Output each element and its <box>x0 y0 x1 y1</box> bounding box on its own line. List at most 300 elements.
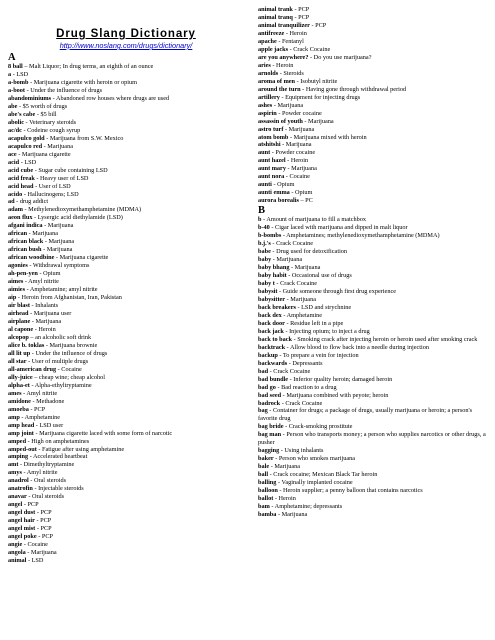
dictionary-entry <box>258 157 490 165</box>
entry-definition: - Opium <box>289 189 313 197</box>
entry-term: agonies <box>8 262 28 270</box>
entry-term: backup <box>258 351 278 359</box>
entry-term: angel hair <box>8 517 35 525</box>
dictionary-entry <box>8 493 244 501</box>
dictionary-entry <box>258 6 490 14</box>
dictionary-entry <box>8 350 244 358</box>
dictionary-entry <box>8 214 244 222</box>
entry-definition: - User of multiple drugs <box>26 357 89 365</box>
entry-definition: - Amyl nitrite <box>23 278 59 286</box>
entry-term: a-bomb <box>8 78 29 86</box>
dictionary-entry <box>258 181 490 189</box>
entry-term: are you anywhere? <box>258 53 309 61</box>
entry-definition: - PCP <box>35 525 52 533</box>
dictionary-entry <box>258 471 490 479</box>
entry-term: all-american drug <box>8 365 57 373</box>
dictionary-entry <box>258 118 490 126</box>
entry-term: aunt mary <box>258 165 286 173</box>
dictionary-entry <box>258 38 490 46</box>
entry-definition: - PCP <box>36 533 53 541</box>
dictionary-entry <box>258 495 490 503</box>
dictionary-entry <box>258 14 490 22</box>
entry-definition: - Under the influence of drugs <box>25 86 103 94</box>
entry-definition: – cheap wine; cheap alcohol <box>32 373 106 381</box>
entry-definition: - Accelerated heartbeat <box>28 453 88 461</box>
entry-definition: - Marijuana from S.W. Mexico <box>44 134 124 142</box>
dictionary-entry <box>8 175 244 183</box>
entry-definition: - Occasional use of drugs <box>286 272 352 279</box>
entry-definition: - Marijuana <box>280 141 312 149</box>
entry-term: aimes <box>8 278 24 286</box>
entry-term: babe <box>258 248 271 256</box>
entry-term: acid <box>8 158 20 166</box>
entry-term: air blast <box>8 302 30 310</box>
entry-definition: - LSD <box>11 70 29 78</box>
entry-definition: - Allow blood to flow back into a needle during injection <box>285 343 429 351</box>
entry-definition: - Marijuana <box>42 142 73 150</box>
dictionary-entry <box>8 525 244 533</box>
entry-term: amoeba <box>8 405 29 413</box>
entry-definition: - LSD <box>26 557 44 565</box>
entry-definition: – an alcoholic soft drink <box>28 333 92 341</box>
dictionary-entry <box>8 469 244 477</box>
entry-term: animal tranq <box>258 13 293 21</box>
dictionary-entry <box>8 63 244 71</box>
entry-term: angel dust <box>8 509 36 517</box>
entry-definition: - Smoking crack after injecting heroin or heroin used after smoking crack <box>292 335 478 343</box>
entry-definition: - Crack Cocaine <box>274 279 318 287</box>
entry-definition: - Marijuana <box>42 222 74 230</box>
entry-definition: - Container for drugs; a package of drugs, usually marijuana or heroin; a person's favorite drug <box>258 407 473 423</box>
dictionary-entry <box>258 384 490 392</box>
entry-term: animal trank <box>258 6 293 13</box>
entry-definition: - Marijuana cigarette <box>54 254 109 262</box>
entry-term: anatrofin <box>8 485 33 493</box>
entry-definition: - Person who transports money; a person who supplies narcotics or other drugs, a pusher <box>258 431 486 447</box>
entry-term: around the turn <box>258 85 301 93</box>
entry-definition: - Heroin <box>270 61 294 69</box>
entry-definition: - Amphetamine <box>19 413 61 421</box>
entry-definition: - Methadone <box>30 397 65 405</box>
dictionary-entry <box>258 423 490 431</box>
dictionary-entry <box>258 240 490 248</box>
source-link[interactable]: http://www.noslang.com/drugs/dictionary/ <box>59 41 193 50</box>
entry-term: baby t <box>258 279 275 287</box>
entry-definition: - PCP <box>292 13 310 21</box>
dictionary-entry <box>8 79 244 87</box>
entry-definition: - Heroin from Afghanistan, Iran, Pakistan <box>16 294 122 302</box>
dictionary-entry <box>8 334 244 342</box>
entry-term: ball <box>258 471 269 479</box>
entry-term: baker <box>258 455 274 463</box>
dictionary-entry <box>258 296 490 304</box>
entry-term: anadrol <box>8 477 29 485</box>
entry-definition: - Marijuana <box>269 463 301 471</box>
entry-term: aunt <box>258 149 271 157</box>
dictionary-entry <box>8 509 244 517</box>
entry-definition: - Marijuana <box>27 230 58 238</box>
entry-definition: – PC <box>298 197 313 205</box>
dictionary-entry <box>258 463 490 471</box>
dictionary-entry <box>258 232 490 240</box>
dictionary-entry <box>8 414 244 422</box>
section-letter: A <box>8 52 16 63</box>
dictionary-entry <box>258 455 490 463</box>
dictionary-entry <box>258 62 490 70</box>
entry-definition: - Guide someone through first drug experience <box>277 287 396 295</box>
entry-term: abe <box>8 102 18 110</box>
entry-definition: - Marijuana <box>285 295 316 303</box>
dictionary-entry <box>258 197 490 205</box>
dictionary-entry <box>8 438 244 446</box>
entry-term: astro turf <box>258 125 284 133</box>
entry-definition: - Marijuana <box>25 549 57 557</box>
entry-definition: - Using inhalants <box>279 447 324 455</box>
entry-definition: - Marijuana <box>283 125 315 133</box>
dictionary-entry <box>258 256 490 264</box>
entry-definition: - Depressants <box>287 359 323 367</box>
entry-definition: - Bad reaction to a drug <box>275 383 337 391</box>
entry-term: b.j.'s <box>258 240 271 248</box>
entry-term: al capone <box>8 325 34 333</box>
entry-definition: - Veterinary steroids <box>23 118 77 126</box>
entry-definition: - User of LSD <box>33 182 71 190</box>
dictionary-entry <box>258 392 490 400</box>
entry-term: amp head <box>8 421 35 429</box>
entry-term: aroma of men <box>258 77 296 85</box>
entry-definition: - Equipment for injecting drugs <box>279 93 361 101</box>
dictionary-entry <box>8 374 244 382</box>
entry-definition: - To prepare a vein for injection <box>277 351 359 359</box>
dictionary-entry <box>8 151 244 159</box>
entry-definition: - Marijuana <box>302 117 334 125</box>
entry-term: amp joint <box>8 429 34 437</box>
dictionary-entry <box>258 479 490 487</box>
entry-definition: - Do you use marijuana? <box>308 53 372 61</box>
entry-definition: - Injecting opium; to inject a drug <box>283 327 370 335</box>
dictionary-entry <box>258 431 490 447</box>
entry-definition: - Marijuana <box>30 318 62 325</box>
dictionary-entry <box>258 487 490 495</box>
dictionary-entry <box>8 302 244 310</box>
entry-term: amp <box>8 413 20 421</box>
entry-term: atshitshi <box>258 141 281 149</box>
dictionary-entry <box>8 270 244 278</box>
entry-term: ballot <box>258 495 274 503</box>
dictionary-entry <box>258 407 490 423</box>
entry-term: acapulco gold <box>8 134 45 142</box>
dictionary-entry <box>8 238 244 246</box>
entry-definition: - Marijuana brownie <box>44 341 98 349</box>
entry-definition: - Crack-smoking prostitute <box>283 423 353 431</box>
entry-term: alpha-et <box>8 381 30 389</box>
entry-term: ames <box>8 389 22 397</box>
entry-definition: - Inferior quality heroin; damaged heroin <box>288 375 393 383</box>
entry-term: alice b. toklas <box>8 341 45 349</box>
entry-term: acid freak <box>8 174 35 182</box>
dictionary-entry <box>258 173 490 181</box>
dictionary-entry <box>8 286 244 294</box>
entry-definition: - Marijuana <box>43 238 75 246</box>
entry-definition: - Opium <box>271 181 295 189</box>
entry-definition: - Injectable steroids <box>32 485 84 493</box>
dictionary-entry <box>258 360 490 368</box>
entry-term: bad <box>258 367 269 375</box>
entry-term: aspirin <box>258 109 277 117</box>
dictionary-entry <box>8 358 244 366</box>
entry-definition: - Fentanyl <box>276 37 304 45</box>
entry-term: amidone <box>8 397 31 405</box>
dictionary-entry <box>258 126 490 134</box>
entry-term: acido <box>8 190 23 198</box>
entry-term: babysit <box>258 287 278 295</box>
entry-definition: - Opium <box>37 270 61 278</box>
dictionary-entry <box>8 191 244 199</box>
entry-term: ally-juice <box>8 373 33 381</box>
entry-term: back breakers <box>258 303 296 311</box>
entry-term: arnolds <box>258 69 279 77</box>
dictionary-entry <box>258 400 490 408</box>
dictionary-entry <box>8 557 244 565</box>
entry-term: aries <box>258 61 271 69</box>
entry-definition: - Amount of marijuana to fill a matchbox <box>261 216 366 224</box>
entry-definition: - Amphetamine; depressants <box>269 503 343 511</box>
entry-term: ashes <box>258 101 273 109</box>
dictionary-entry <box>8 127 244 135</box>
entry-term: atom bomb <box>258 133 289 141</box>
entry-term: baby bhang <box>258 264 290 272</box>
entry-definition: - Marijuana cigarette with heroin or opium <box>28 78 137 86</box>
entry-term: balling <box>258 479 277 487</box>
dictionary-entry <box>258 352 490 360</box>
entry-term: aunt nora <box>258 173 285 181</box>
dictionary-entry <box>258 248 490 256</box>
entry-definition: - Marijuana combined with peyote; heroin <box>281 391 389 399</box>
entry-term: aip <box>8 294 17 302</box>
entry-definition: - Marijuana <box>285 165 317 173</box>
dictionary-entry <box>258 22 490 30</box>
entry-term: b <box>258 216 262 224</box>
entry-term: angel <box>8 501 23 509</box>
dictionary-entry <box>258 320 490 328</box>
entry-term: bale <box>258 463 270 471</box>
dictionary-entry <box>258 46 490 54</box>
right-column <box>258 6 490 519</box>
entry-term: all star <box>8 357 27 365</box>
dictionary-entry <box>258 312 490 320</box>
entry-term: african bush <box>8 246 42 254</box>
entry-definition: - Hallucinogens; LSD <box>22 190 79 198</box>
entry-definition: - Heroin <box>285 157 309 165</box>
dictionary-entry <box>8 246 244 254</box>
entry-definition: – Malt Liquor; In drug terms, an eighth of an ounce <box>22 63 154 70</box>
entry-term: aurora borealis <box>258 197 299 205</box>
entry-definition: - Amphetamine; amyl nitrite <box>25 286 98 294</box>
entry-term: assassin of youth <box>258 117 303 125</box>
entry-definition: - Having gone through withdrawal period <box>300 85 407 93</box>
entry-term: bamba <box>258 511 277 519</box>
dictionary-entry <box>258 376 490 384</box>
entry-definition: - PCP <box>35 509 52 517</box>
entry-definition: - Marijuana <box>271 256 303 264</box>
entry-term: acid head <box>8 182 34 190</box>
entry-term: backwards <box>258 359 288 367</box>
entry-term: abe's cabe <box>8 110 36 118</box>
entry-term: acapulco red <box>8 142 43 150</box>
dictionary-entry <box>8 198 244 206</box>
entry-term: antifreeze <box>258 29 285 37</box>
dictionary-entry <box>258 94 490 102</box>
dictionary-entry <box>8 326 244 334</box>
entry-term: bad seed <box>258 391 282 399</box>
entry-definition: - Cigar laced with marijuana and dipped in malt liquor <box>269 224 408 232</box>
entry-definition: - Heroin supplier; a penny balloon that contains narcotics <box>277 487 423 495</box>
dictionary-entry <box>8 230 244 238</box>
entry-definition: - PCP <box>309 21 327 29</box>
entry-definition: - Crack cocaine; Mexican Black Tar heroin <box>268 471 378 479</box>
entry-term: african black <box>8 238 44 246</box>
entry-term: baby <box>258 256 272 264</box>
entry-definition: - High on amphetamines <box>26 437 90 445</box>
dictionary-entry <box>258 447 490 455</box>
dictionary-entry <box>258 141 490 149</box>
entry-definition: - Abandoned row houses where drugs are used <box>51 94 170 102</box>
entry-term: back door <box>258 319 285 327</box>
entry-term: alcopop <box>8 333 29 341</box>
entry-term: angel poke <box>8 533 37 541</box>
dictionary-entry <box>8 485 244 493</box>
dictionary-entry <box>8 390 244 398</box>
entry-term: acid cube <box>8 166 34 174</box>
dictionary-entry <box>8 103 244 111</box>
entry-term: bag man <box>258 431 282 439</box>
entry-definition: - Sugar cube containing LSD <box>33 166 108 174</box>
entry-definition: - Amyl nitrite <box>21 469 58 477</box>
dictionary-entry <box>8 453 244 461</box>
entry-term: african woodbine <box>8 254 55 262</box>
section-letter: B <box>258 205 266 217</box>
entry-term: amt <box>8 461 19 469</box>
entry-definition: - Heroin <box>284 29 307 37</box>
left-column <box>8 0 244 565</box>
entry-term: bag <box>258 407 268 415</box>
dictionary-entry <box>8 461 244 469</box>
dictionary-entry <box>258 110 490 118</box>
entry-term: back to back <box>258 335 293 343</box>
entry-definition: - Powder cocaine <box>276 109 322 117</box>
dictionary-entry <box>8 183 244 191</box>
dictionary-entry <box>258 511 490 519</box>
entry-definition: - Amphetamine <box>281 311 323 319</box>
entry-term: ad <box>8 198 15 206</box>
dictionary-entry <box>258 272 490 280</box>
entry-term: a <box>8 70 12 78</box>
dictionary-entry <box>8 278 244 286</box>
dictionary-entry <box>8 430 244 438</box>
entry-term: apache <box>258 37 277 45</box>
entry-definition: - Crack Cocaine <box>280 399 323 407</box>
entry-term: abandominiums <box>8 94 52 102</box>
entry-term: bad go <box>258 383 276 391</box>
dictionary-entry <box>8 262 244 270</box>
entry-term: amys <box>8 469 22 477</box>
entry-term: artillery <box>258 93 280 101</box>
dictionary-entry <box>8 446 244 454</box>
dictionary-entry <box>258 78 490 86</box>
entry-term: ace <box>8 150 17 158</box>
entry-term: badrock <box>258 399 281 407</box>
entry-term: aeon flux <box>8 214 33 222</box>
entry-term: afgani indica <box>8 222 43 230</box>
entry-term: anavar <box>8 493 27 501</box>
entry-definition: - Lysergic acid diethylamide (LSD) <box>32 214 123 222</box>
dictionary-entry <box>8 549 244 557</box>
entry-definition: - Dimethyltryptamine <box>18 461 75 469</box>
dictionary-entry <box>8 342 244 350</box>
entry-definition: - Heroin <box>273 495 296 503</box>
dictionary-entry <box>258 54 490 62</box>
entry-term: airplane <box>8 318 31 325</box>
entry-definition: - Cocaine <box>22 541 48 549</box>
entry-term: backtrack <box>258 343 286 351</box>
entry-term: b-40 <box>258 224 270 232</box>
entry-definition: - PCP <box>292 6 310 13</box>
dictionary-entry <box>8 206 244 214</box>
entry-definition: - Cocaine <box>56 365 82 373</box>
entry-definition: - LSD and strychnine <box>295 303 352 311</box>
dictionary-entry <box>258 165 490 173</box>
dictionary-entry <box>258 134 490 142</box>
entry-definition: - PCP <box>22 501 39 509</box>
dictionary-entry <box>8 541 244 549</box>
dictionary-entry <box>258 288 490 296</box>
page-title: Drug Slang Dictionary <box>56 28 196 40</box>
entry-term: angel mist <box>8 525 36 533</box>
entry-term: aimies <box>8 286 26 294</box>
entry-term: 8 ball <box>8 63 23 70</box>
dictionary-entry <box>258 368 490 376</box>
dictionary-entry <box>8 167 244 175</box>
dictionary-entry <box>258 30 490 38</box>
entry-definition: - Crack Cocaine <box>270 240 314 248</box>
entry-definition: - Marijuana mixed with heroin <box>288 133 367 141</box>
entry-definition: - Drug used for detoxification <box>270 248 348 256</box>
dictionary-entry <box>8 517 244 525</box>
entry-definition: - Residue left in a pipe <box>284 319 344 327</box>
entry-definition: - Marijuana <box>41 246 73 254</box>
entry-term: animal <box>8 557 27 565</box>
entry-term: a-boot <box>8 86 26 94</box>
entry-term: abolic <box>8 118 24 126</box>
entry-definition: - Fatigue after using amphetamine <box>36 445 125 453</box>
entry-term: bad bundle <box>258 375 289 383</box>
entry-term: ah-pen-yen <box>8 270 38 278</box>
entry-definition: - Methylenedioxymethamphetamine (MDMA) <box>22 206 142 214</box>
entry-definition: - Withdrawal symptoms <box>27 262 90 270</box>
entry-term: all lit up <box>8 349 31 357</box>
dictionary-entry <box>8 533 244 541</box>
dictionary-entry <box>8 254 244 262</box>
dictionary-entry <box>258 280 490 288</box>
entry-definition: - Marijuana user <box>28 310 72 318</box>
dictionary-entry <box>8 87 244 95</box>
entry-definition: - $5 worth of drugs <box>17 102 68 110</box>
entry-term: babysitter <box>258 295 286 303</box>
dictionary-entry <box>258 189 490 197</box>
entry-term: aunti <box>258 181 272 189</box>
entry-definition: - Cocaine <box>284 173 310 181</box>
entry-definition: - Marijuana <box>289 264 321 272</box>
